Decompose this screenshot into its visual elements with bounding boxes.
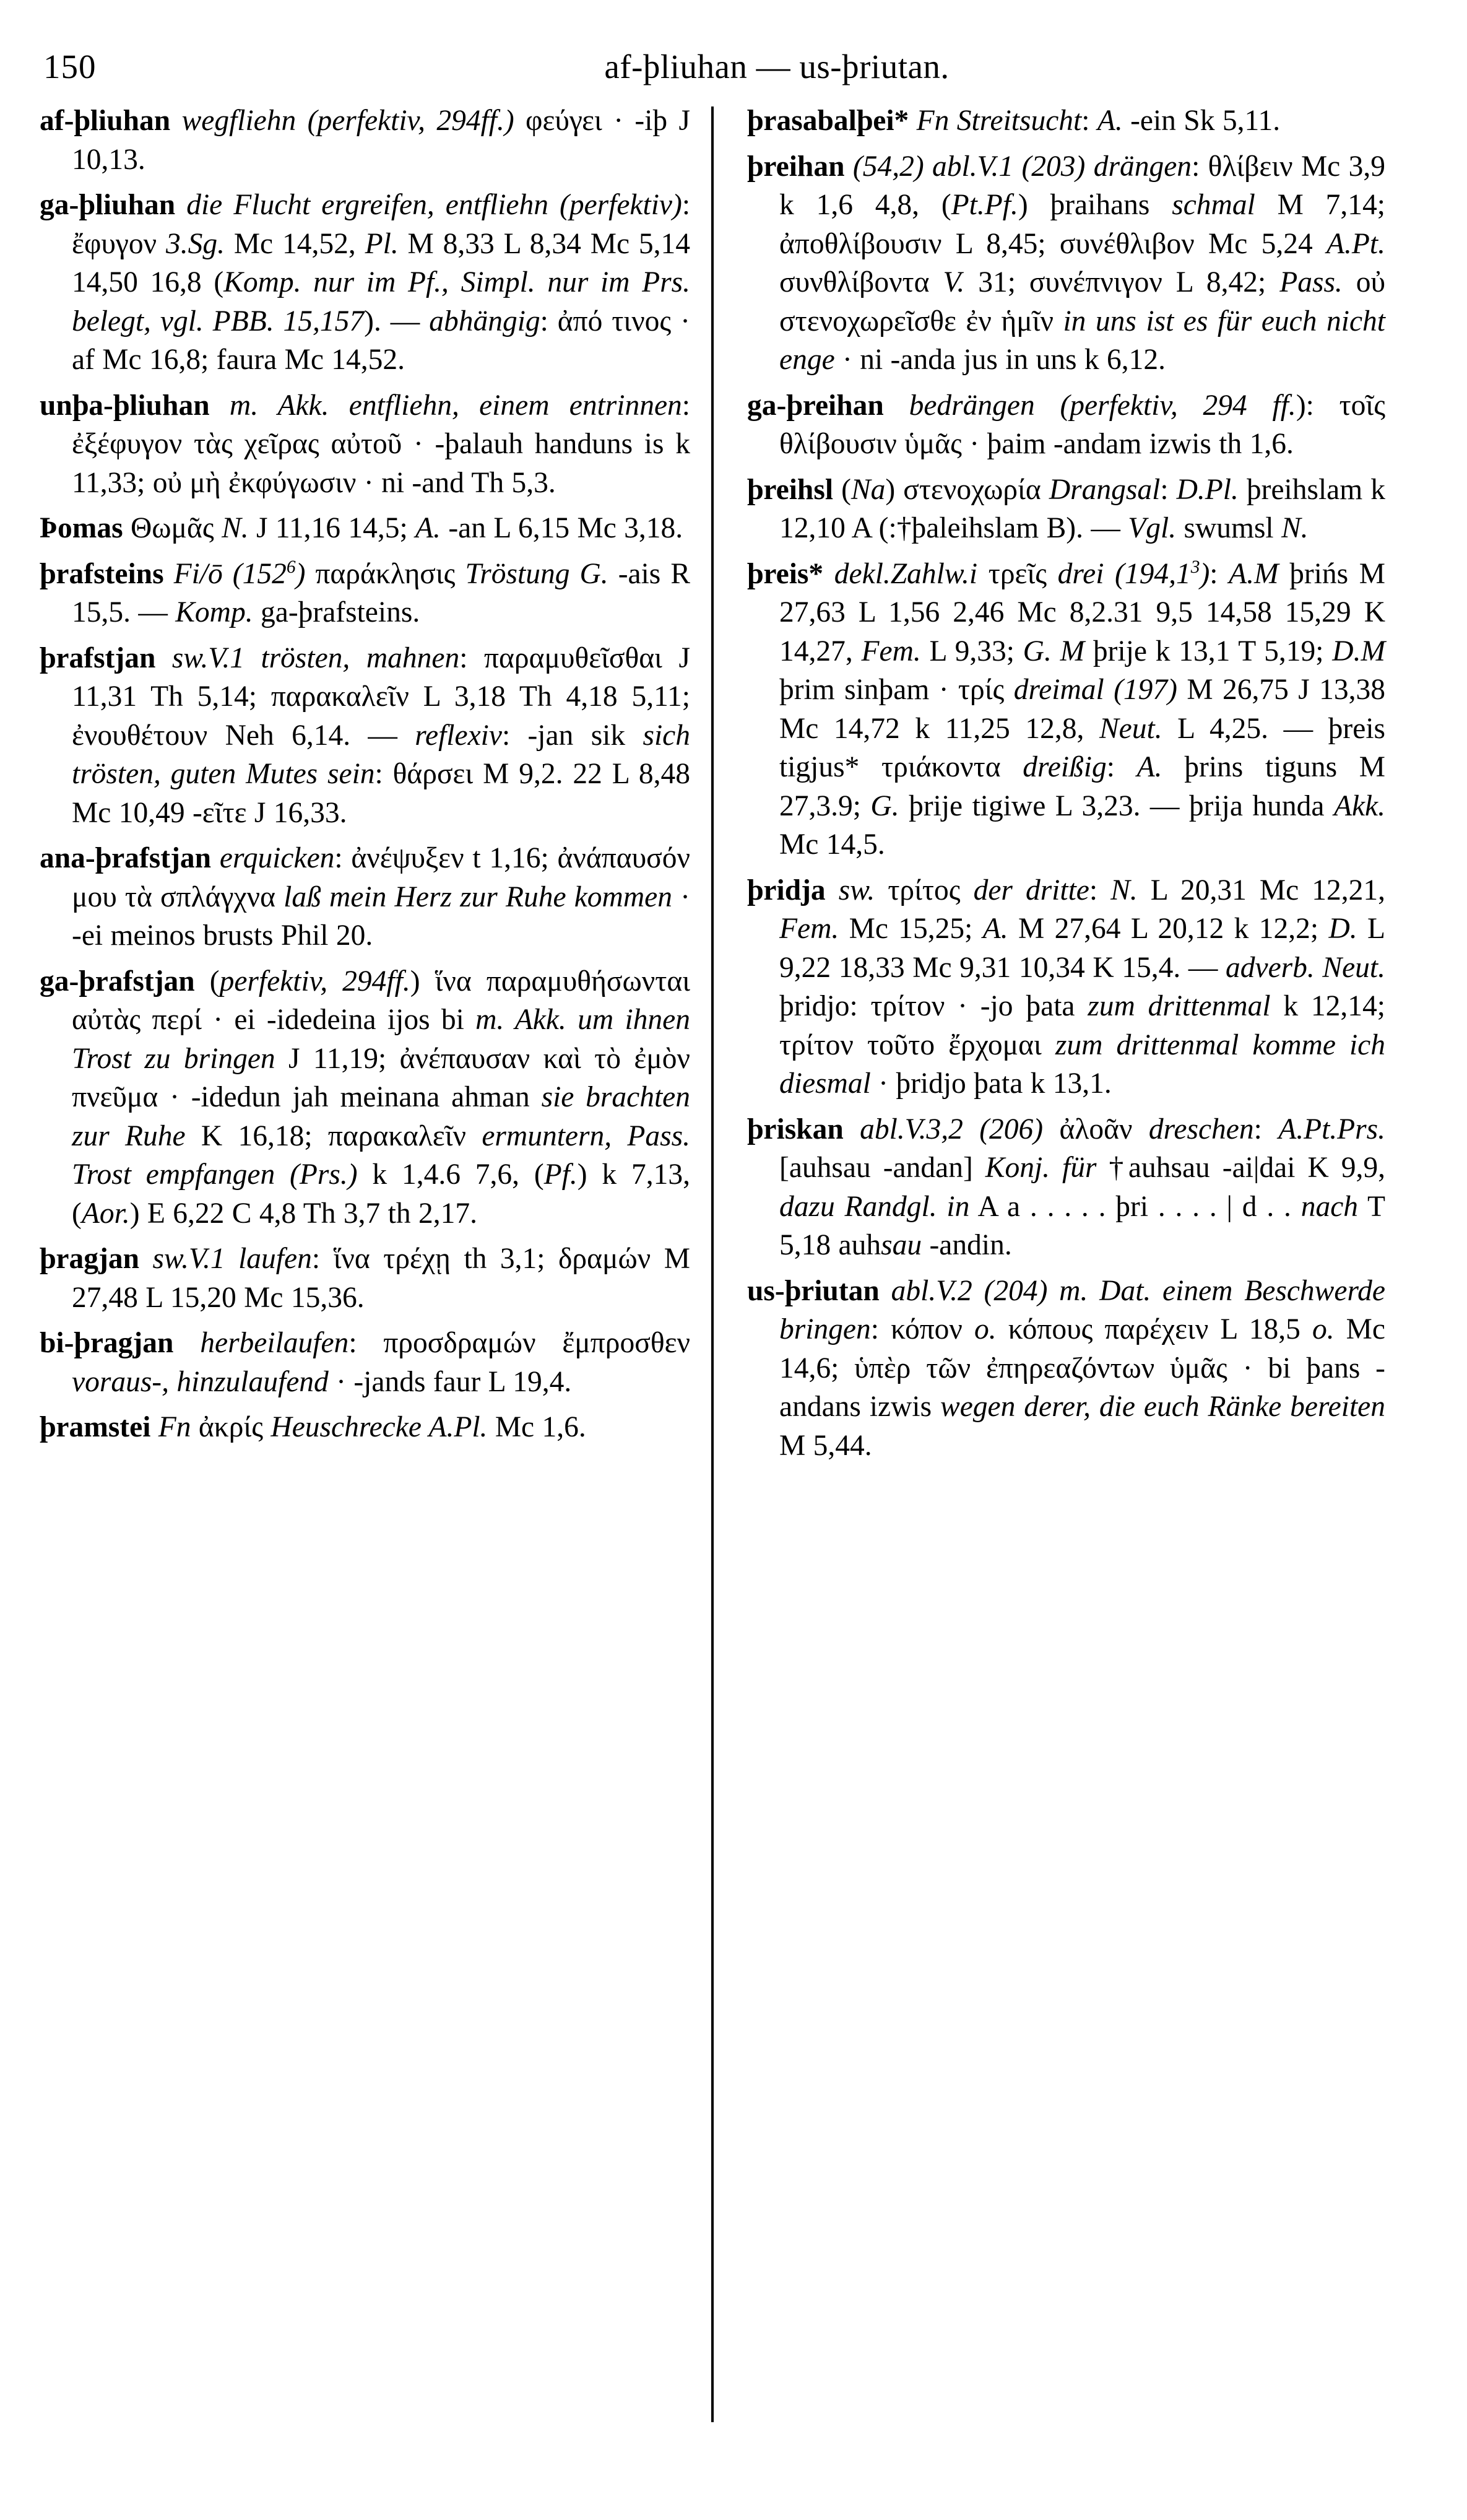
dictionary-entry: ga-þrafstjan (perfektiv, 294ff.) ἵνα παραμυθήσωνται αὐτὰς περί · ei -idedeina ijos bi m. Akk. um ihnen Trost zu bringen J 11,19; ἀνέπαυσαν καὶ τὸ ἐμὸν πνεῦμα · -idedun jah meinana ahman sie brachten zur Ruhe K 16,18; παρακαλεῖν ermuntern, Pass. Trost empfangen (Prs.) k 1,4.6 7,6, (Pf.) k 7,13, (Aor.) E 6,22 C 4,8 Th 3,7 th 2,17. [40,965,691,1230]
dictionary-entry: þragjan sw.V.1 laufen: ἵνα τρέχῃ th 3,1; δραμών M 27,48 L 15,20 Mc 15,36. [40,1243,690,1314]
dictionary-entry: ana-þrafstjan erquicken: ἀνέψυξεν t 1,16; ἀνάπαυσόν μου τὰ σπλάγχνα laß mein Herz zur Ruhe kommen · -ei meinos brusts Phil 20. [40,842,690,952]
dictionary-entry: þramstei Fn ἀκρίς Heuschrecke A.Pl. Mc 1,6. [40,1411,586,1443]
page-number: 150 [43,48,97,85]
dictionary-entry: þriskan abl.V.3,2 (206) ἀλοᾶν dreschen: A.Pt.Prs. [auhsau -andan] Konj. für †auhsau -ai|dai K 9,9, dazu Randgl. in A a . . . . . þri . . . . | d . . nach T 5,18 auhsau -andin. [747,1113,1386,1261]
running-title: af-þliuhan — us-þriutan. [604,48,950,85]
two-column-body [40,102,1427,2467]
dictionary-entry: ga-þreihan bedrängen (perfektiv, 294 ff.): τοῖς θλίβουσιν ὑμᾶς · þaim -andam izwis th 1,6. [747,389,1386,460]
dictionary-entry: þrafsteins Fi/ō $(152^6)$ παράκλησις Tröstung G. -ais R 15,5. — Komp. ga-þrafsteins. [40,557,691,628]
dictionary-entry: af-þliuhan wegfliehn (perfektiv, 294ff.) φεύγει · -iþ J 10,13. [40,105,691,176]
running-head [40,32,1427,102]
dictionary-entry: þreihsl (Na) στενοχωρία Drangsal: D.Pl. þreihslam k 12,10 A (:†þaleihslam B). — Vgl. swumsl N. [747,473,1385,544]
dictionary-entry: þridja sw. τρίτος der dritte: N. L 20,31 Mc 12,21, Fem. Mc 15,25; A. M 27,64 L 20,12 k 12,2; D. L 9,22 18,33 Mc 9,31 10,34 K 15,4. — adverb. Neut. þridjo: τρίτον · -jo þata zum drittenmal k 12,14; τρίτον τοῦτο ἔρχομαι zum drittenmal komme ich diesmal · þridjo þata k 13,1. [747,874,1386,1100]
dictionary-entry: ga-þliuhan die Flucht ergreifen, entfliehn (perfektiv): ἔφυγον 3.Sg. Mc 14,52, Pl. M 8,33 L 8,34 Mc 5,14 14,50 16,8 (Komp. nur im Pf., Simpl. nur im Prs. belegt, vgl. PBB. 15,157). — abhängig: ἀπό τινος · af Mc 16,8; faura Mc 14,52. [40,189,691,376]
column-left [40,102,711,2467]
dictionary-entry: þreis* dekl.Zahlw.i τρεῖς drei (194,1$^3$): A.M þrińs M 27,63 L 1,56 2,46 Mc 8,2.31 9,5 14,58 15,29 K 14,27, Fem. L 9,33; G. M þrije k 13,1 T 5,19; D.M þrim sinþam · τρίς dreimal (197) M 26,75 J 13,38 Mc 14,72 k 11,25 12,8, Neut. L 4,25. — þreis tigjus* τριάκοντα dreißig: A. þrins tiguns M 27,3.9; G. þrije tigiwe L 3,23. — þrija hunda Akk. Mc 14,5. [747,557,1386,861]
dictionary-entry: þrafstjan sw.V.1 trösten, mahnen: παραμυθεῖσθαι J 11,31 Th 5,14; παρακαλεῖν L 3,18 Th 4,18 5,11; ἐνουθέτουν Neh 6,14. — reflexiv: -jan sik sich trösten, guten Mutes sein: θάρσει M 9,2. 22 L 8,48 Mc 10,49 -εῖτε J 16,33. [40,641,691,829]
dictionary-entry: us-þriutan abl.V.2 (204) m. Dat. einem Beschwerde bringen: κόπον o. κόπους παρέχειν L 18,5 o. Mc 14,6; ὑπὲρ τῶν ἐπηρεαζόντων ὑμᾶς · bi þans -andans izwis wegen derer, die euch Ränke bereiten M 5,44. [747,1274,1385,1462]
dictionary-entry: Þomas Θωμᾶς N. J 11,16 14,5; A. -an L 6,15 Mc 3,18. [40,512,683,544]
dictionary-entry: bi-þragjan herbeilaufen: προσδραμών ἔμπροσθεν voraus-, hinzulaufend · -jands faur L 19,4. [40,1327,690,1398]
column-right [714,102,1385,2467]
dictionary-entry: unþa-þliuhan m. Akk. entfliehn, einem entrinnen: ἐξέφυγον τὰς χεῖρας αὐτοῦ · -þalauh handuns is k 11,33; οὐ μὴ ἐκφύγωσιν · ni -and Th 5,3. [40,389,690,499]
dictionary-entry: þrasabalþei* Fn Streitsucht: A. -ein Sk 5,11. [747,105,1281,137]
dictionary-entry: þreihan (54,2) abl.V.1 (203) drängen: θλίβειν Mc 3,9 k 1,6 4,8, (Pt.Pf.) þraihans schmal M 7,14; ἀποθλίβουσιν L 8,45; συνέθλιβον Mc 5,24 A.Pt. συνθλίβοντα V. 31; συνέπνιγον L 8,42; Pass. οὐ στενοχωρεῖσθε ἐν ἡμῖν in uns ist es für euch nicht enge · ni -anda jus in uns k 6,12. [747,150,1386,376]
